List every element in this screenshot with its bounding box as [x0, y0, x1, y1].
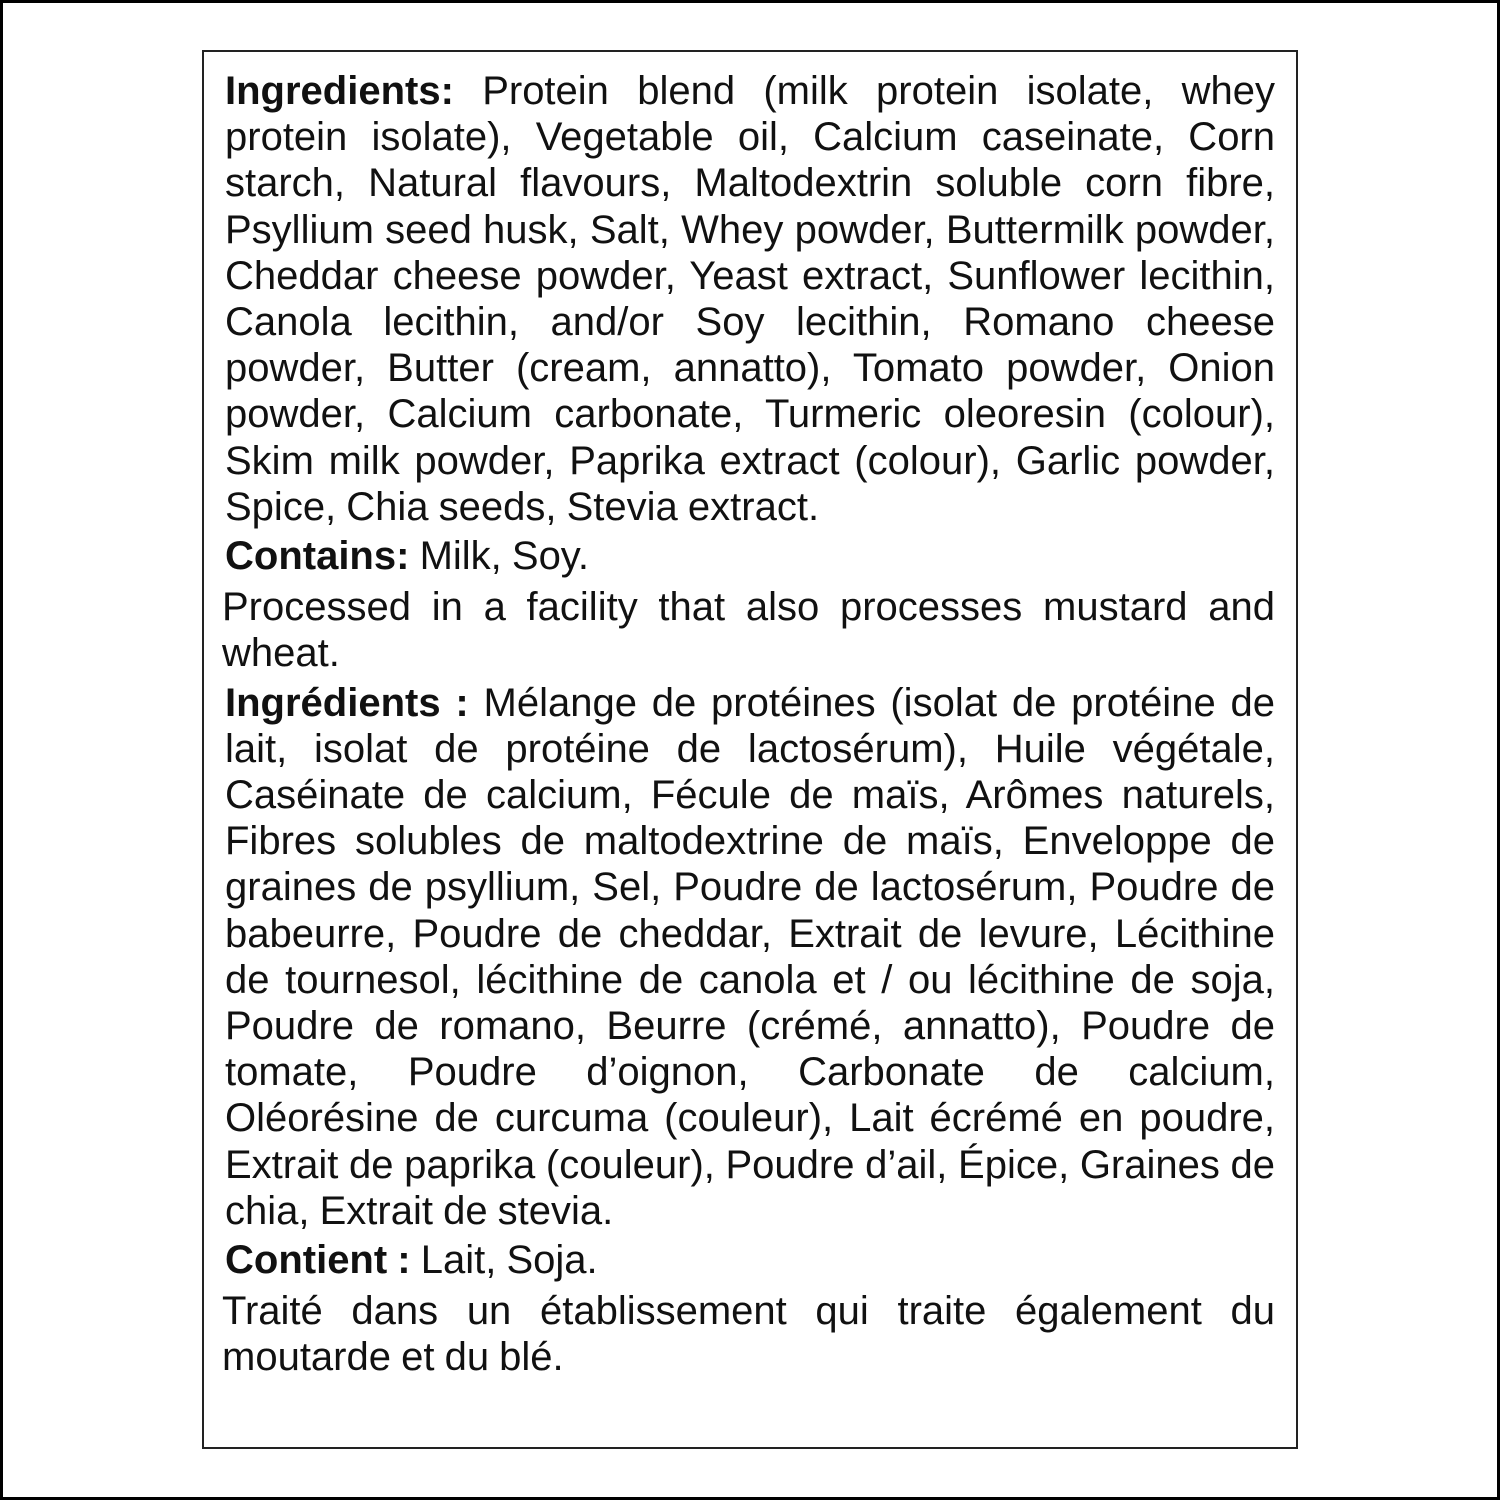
english-contains-heading: Contains: — [225, 534, 410, 579]
french-ingredients-heading: Ingrédients : — [225, 680, 469, 725]
english-contains-paragraph — [222, 533, 1275, 579]
french-contains-paragraph — [222, 1237, 1275, 1283]
english-ingredients-text: Protein blend (milk protein isolate, whey protein isolate), Vegetable oil, Calcium caseinate, Corn starch, Natural flavours, Maltodextrin soluble corn fibre, Psyllium seed husk, Salt, Whey powder, Buttermilk powder, Cheddar cheese powder, Yeast extract, Sunflower lecithin, Canola lecithin, and/or Soy lecithin, Romano cheese powder, Butter (cream, annatto), Tomato powder, Onion powder, Calcium carbonate, Turmeric oleoresin (colour), Skim milk powder, Paprika extract (colour), Garlic powder, Spice, Chia seeds, Stevia extract. — [225, 69, 1275, 529]
english-contains-text: Milk, Soy. — [419, 534, 589, 579]
english-ingredients-heading: Ingredients: — [225, 69, 454, 113]
french-ingredients-paragraph — [222, 680, 1275, 1234]
english-facility-statement: Processed in a facility that also processes mustard and wheat. — [222, 585, 1275, 676]
french-facility-statement: Traité dans un établissement qui traite également du moutarde et du blé. — [222, 1289, 1275, 1380]
french-contains-heading: Contient : — [225, 1238, 411, 1283]
french-ingredients-text: Mélange de protéines (isolat de protéine de lait, isolat de protéine de lactosérum), Huile végétale, Caséinate de calcium, Fécule de maïs, Arômes naturels, Fibres solubles de maltodextrine de maïs, Enveloppe de graines de psyllium, Sel, Poudre de lactosérum, Poudre de babeurre, Poudre de cheddar, Extrait de levure, Lécithine de tournesol, lécithine de canola et / ou lécithine de soja, Poudre de romano, Beurre (crémé, annatto), Poudre de tomate, Poudre d’oignon, Carbonate de calcium, Oléorésine de curcuma (couleur), Lait écrémé en poudre, Extrait de paprika (couleur), Poudre d’ail, Épice, Graines de chia, Extrait de stevia. — [225, 680, 1275, 1233]
english-ingredients-paragraph — [222, 68, 1275, 530]
french-contains-text: Lait, Soja. — [420, 1238, 598, 1283]
label-text-block — [222, 68, 1275, 1381]
